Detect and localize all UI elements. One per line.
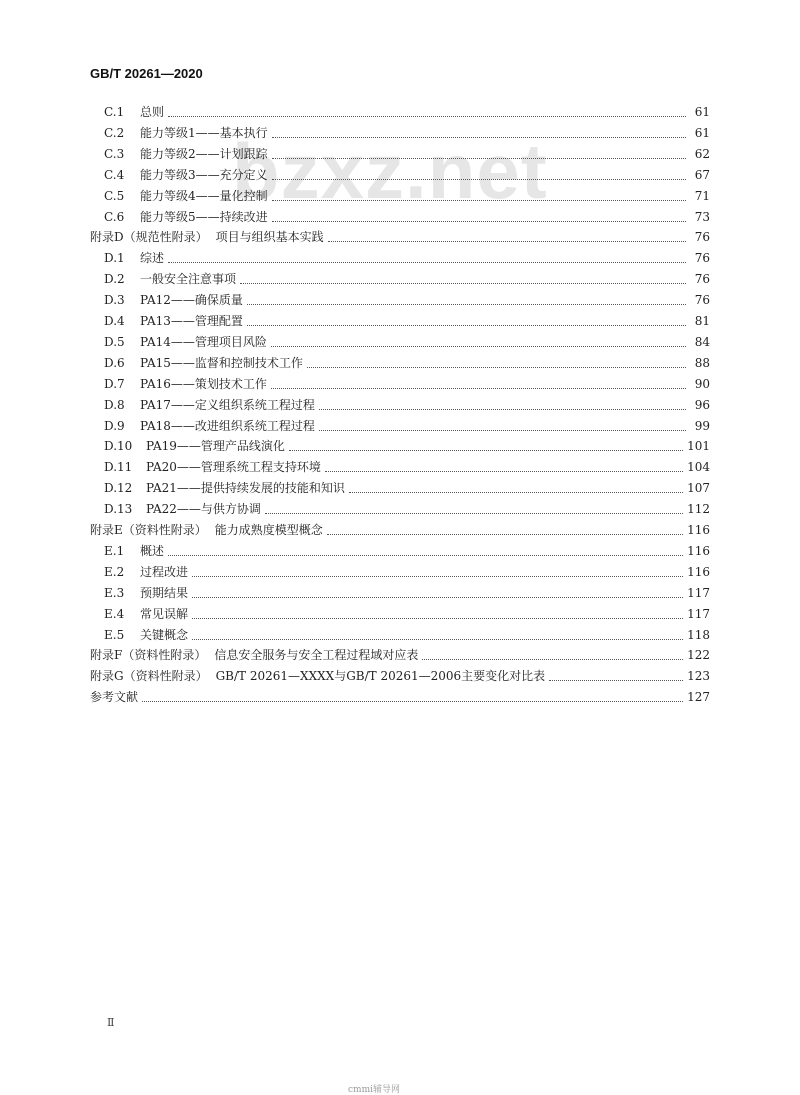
toc-entry-title: 概述 — [140, 543, 165, 558]
toc-entry-page: 61 — [694, 105, 710, 119]
toc-entry[interactable] — [104, 124, 710, 144]
toc-entry-number: D.8 — [104, 397, 125, 412]
toc-entry-number: D.11 — [104, 460, 133, 475]
toc-entry-title: PA22——与供方协调 — [146, 502, 261, 517]
toc-entry-number: D.9 — [104, 418, 125, 433]
toc-entry-title: PA14——管理项目风险 — [140, 334, 267, 349]
dot-leader — [192, 638, 683, 640]
toc-entry-page: 88 — [694, 355, 710, 370]
toc-entry-page: 107 — [687, 481, 710, 496]
toc-entry-title: PA20——管理系统工程支持环境 — [146, 460, 321, 475]
toc-entry-number: E.5 — [104, 627, 125, 642]
bottom-watermark-text: cmmi辅导网 — [348, 1085, 400, 1095]
toc-entry-number: D.1 — [104, 251, 125, 266]
toc-entry-number: E.4 — [104, 606, 125, 621]
toc-entry-page: 73 — [694, 209, 710, 224]
dot-leader — [168, 261, 686, 263]
toc-entry-number: D.6 — [104, 355, 125, 370]
toc-entry-number: D.4 — [104, 314, 125, 328]
toc-entry-page: 122 — [687, 648, 710, 663]
toc-entry-number: C.1 — [104, 105, 125, 119]
toc-entry[interactable] — [104, 396, 710, 416]
dot-leader — [192, 617, 683, 619]
toc-entry-page: 84 — [694, 334, 710, 349]
toc-entry-title: 一般安全注意事项 — [140, 272, 237, 287]
toc-entry-number: E.2 — [104, 564, 125, 579]
toc-entry[interactable] — [104, 270, 710, 290]
dot-leader — [272, 136, 686, 138]
toc-entry-number: 附录D（规范性附录） — [90, 230, 208, 245]
toc-entry-number: C.6 — [104, 209, 125, 224]
toc-entry-title: 信息安全服务与安全工程过程域对应表 — [214, 648, 419, 663]
toc-entry[interactable] — [104, 145, 710, 165]
toc-entry-page: 76 — [694, 251, 710, 266]
toc-entry-title: 过程改进 — [140, 564, 189, 579]
toc-entry-title: 关键概念 — [140, 627, 189, 642]
dot-leader — [319, 408, 686, 410]
toc-entry[interactable] — [90, 688, 710, 708]
toc-entry-page: 61 — [694, 125, 710, 140]
toc-entry-page: 67 — [694, 167, 710, 182]
dot-leader — [289, 449, 683, 451]
dot-leader — [328, 240, 686, 242]
toc-entry-number: D.3 — [104, 293, 125, 308]
toc-entry[interactable] — [104, 563, 710, 583]
toc-entry-page: 76 — [694, 293, 710, 308]
dot-leader — [272, 178, 686, 180]
toc-entry-title: 常见误解 — [140, 606, 189, 621]
toc-entry-page: 118 — [687, 627, 710, 642]
toc-entry-number: 附录F（资料性附录） — [90, 648, 207, 663]
toc-entry-page: 99 — [694, 418, 710, 433]
toc-entry-page: 76 — [694, 272, 710, 287]
dot-leader — [272, 157, 686, 159]
toc-entry-page: 117 — [687, 606, 710, 621]
toc-entry[interactable] — [104, 249, 710, 269]
toc-entry-title: PA15——监督和控制技术工作 — [140, 355, 303, 370]
toc-entry[interactable] — [104, 312, 710, 332]
toc-entry-page: 71 — [694, 188, 710, 203]
toc-entry-page: 112 — [687, 502, 710, 517]
toc-entry-title: GB/T 20261—XXXX与GB/T 20261—2006主要变化对比表 — [215, 669, 546, 684]
page-number: Ⅱ — [107, 1016, 115, 1029]
watermark: bzxz.net — [232, 127, 548, 215]
toc-entry[interactable] — [104, 584, 710, 604]
toc-entry[interactable] — [104, 458, 710, 478]
toc-entry-title: PA21——提供持续发展的技能和知识 — [146, 481, 345, 496]
toc-entry-number: E.3 — [104, 585, 125, 600]
toc-entry-page: 116 — [687, 564, 710, 579]
toc-entry-title: 能力等级4——量化控制 — [140, 188, 268, 203]
toc-entry[interactable] — [104, 166, 710, 186]
toc-entry-title: 能力成熟度模型概念 — [214, 523, 323, 537]
dot-leader — [549, 679, 683, 681]
dot-leader — [271, 345, 686, 347]
toc-entry-page: 81 — [694, 314, 710, 328]
toc-entry-title: 预期结果 — [140, 585, 189, 600]
toc-entry[interactable] — [104, 500, 710, 520]
dot-leader — [271, 387, 686, 389]
toc-entry-page: 62 — [694, 146, 710, 161]
dot-leader — [240, 282, 686, 284]
toc-entry[interactable] — [104, 542, 710, 562]
toc-entry[interactable] — [104, 187, 710, 207]
toc-entry-title: PA18——改进组织系统工程过程 — [140, 418, 315, 433]
toc-entry-number: D.5 — [104, 334, 125, 349]
dot-leader — [307, 366, 686, 368]
toc-entry[interactable] — [104, 208, 710, 228]
toc-entry[interactable] — [104, 626, 710, 646]
dot-leader — [272, 199, 686, 201]
toc-entry-title: PA17——定义组织系统工程过程 — [140, 397, 315, 412]
toc-entry-page: 90 — [694, 376, 710, 391]
toc-entry[interactable] — [104, 437, 710, 457]
toc-entry-number: D.12 — [104, 481, 133, 496]
toc-entry-page: 117 — [687, 585, 710, 600]
toc-entry-number: 附录G（资料性附录） — [90, 669, 208, 684]
toc-entry-page: 116 — [687, 543, 710, 558]
toc-entry-page: 127 — [687, 690, 710, 705]
toc-entry-title: 能力等级1——基本执行 — [140, 125, 268, 140]
toc-entry-title: 参考文献 — [90, 690, 139, 705]
document-id-header: GB/T 20261—2020 — [90, 66, 203, 81]
toc-entry-title: 能力等级3——充分定义 — [140, 167, 268, 182]
toc-entry-page: 76 — [694, 230, 710, 245]
toc-entry-number: D.10 — [104, 439, 133, 454]
toc-entry-page: 104 — [687, 460, 710, 475]
toc-entry-title: 能力等级5——持续改进 — [140, 209, 268, 224]
toc-entry[interactable] — [90, 521, 710, 541]
dot-leader — [247, 324, 686, 326]
dot-leader — [272, 220, 686, 222]
toc-entry[interactable] — [104, 333, 710, 353]
toc-entry-page: 123 — [687, 669, 710, 684]
toc-entry[interactable] — [104, 103, 710, 123]
toc-entry[interactable] — [104, 375, 710, 395]
toc-entry[interactable] — [104, 605, 710, 625]
toc-entry-title: PA13——管理配置 — [140, 314, 243, 328]
toc-entry-number: E.1 — [104, 543, 125, 558]
toc-entry-number: D.2 — [104, 272, 125, 287]
toc-entry-title: PA16——策划技术工作 — [140, 376, 267, 391]
toc-entry-number: 附录E（资料性附录） — [90, 523, 207, 537]
dot-leader — [325, 470, 683, 472]
dot-leader — [192, 575, 683, 577]
toc-entry[interactable] — [104, 291, 710, 311]
toc-entry-page: 96 — [694, 397, 710, 412]
toc-entry-number: C.5 — [104, 188, 125, 203]
toc-entry-page: 101 — [687, 439, 710, 454]
dot-leader — [168, 115, 686, 117]
dot-leader — [192, 596, 683, 598]
toc-entry-title: 能力等级2——计划跟踪 — [140, 146, 268, 161]
toc-entry[interactable] — [104, 354, 710, 374]
dot-leader — [422, 658, 683, 660]
toc-entry[interactable] — [90, 228, 710, 248]
toc-entry[interactable] — [90, 646, 710, 666]
dot-leader — [327, 533, 683, 535]
toc-entry-number: C.3 — [104, 146, 125, 161]
dot-leader — [142, 700, 683, 702]
toc-entry-number: D.13 — [104, 502, 133, 517]
dot-leader — [319, 429, 686, 431]
toc-entry-number: D.7 — [104, 376, 125, 391]
toc-entry-number: C.2 — [104, 125, 125, 140]
toc-entry-title: PA12——确保质量 — [140, 293, 243, 308]
dot-leader — [168, 554, 683, 556]
toc-entry-title: 总则 — [140, 105, 165, 119]
toc-entry-title: 项目与组织基本实践 — [215, 230, 324, 245]
toc-entry[interactable] — [104, 417, 710, 437]
dot-leader — [247, 303, 686, 305]
toc-entry-page: 116 — [687, 523, 710, 537]
toc-entry-title: PA19——管理产品线演化 — [146, 439, 285, 454]
dot-leader — [349, 491, 683, 493]
dot-leader — [265, 512, 683, 514]
toc-entry-title: 综述 — [140, 251, 165, 266]
toc-entry[interactable] — [90, 667, 710, 687]
toc-entry-number: C.4 — [104, 167, 125, 182]
toc-entry[interactable] — [104, 479, 710, 499]
